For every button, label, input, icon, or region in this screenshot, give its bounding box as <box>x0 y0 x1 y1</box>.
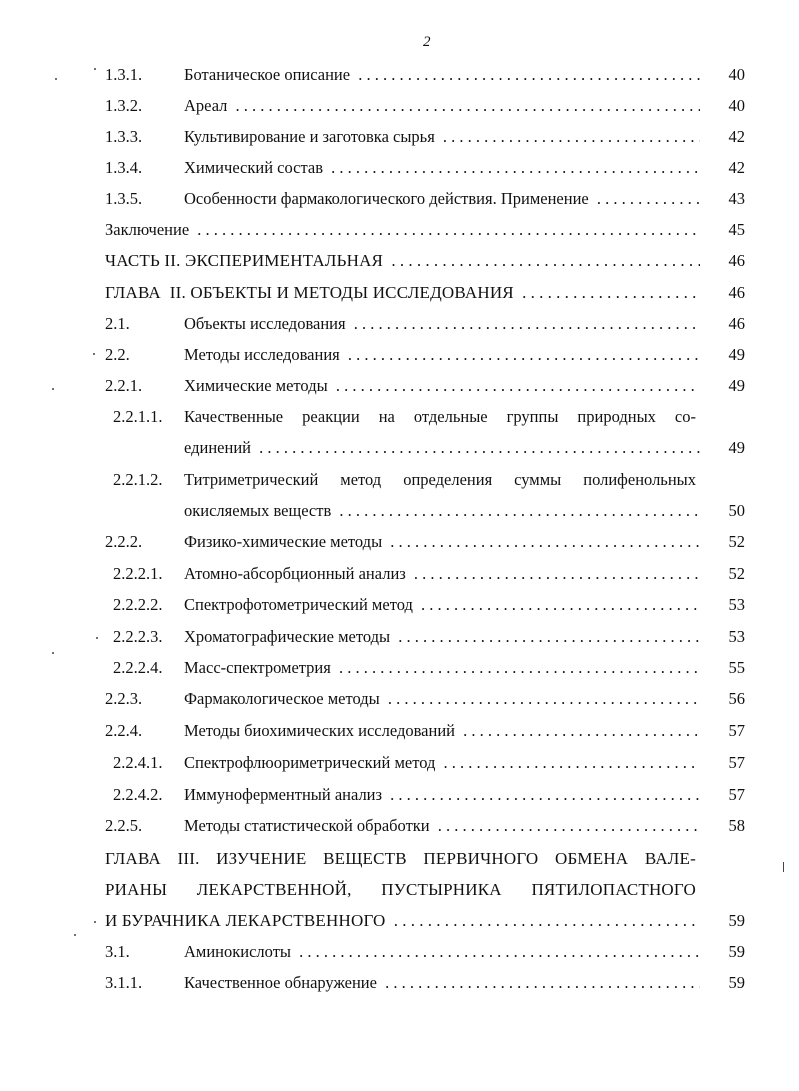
toc-title: Иммуноферментный анализ . . . <box>184 782 700 808</box>
toc-page: 40 <box>728 96 745 115</box>
toc-number: 2.2.4.2. <box>113 785 163 804</box>
toc-number: 3.1. <box>105 942 130 961</box>
toc-number: 2.2.1.1. <box>113 407 163 426</box>
toc-entry-continuation <box>0 877 799 903</box>
toc-page: 49 <box>728 345 745 364</box>
toc-entry <box>0 655 799 681</box>
toc-entry-continuation <box>0 435 799 461</box>
toc-number: 1.3.3. <box>105 127 143 146</box>
toc-title: Ботаническое описание . . . <box>184 62 700 88</box>
toc-title: Фармакологическое методы . . . <box>184 686 700 712</box>
toc-number: 1.3.4. <box>105 158 143 177</box>
toc-title: Методы исследования . . . <box>184 342 700 368</box>
toc-title: Заключение . . . <box>105 217 700 243</box>
scan-speck <box>94 68 96 70</box>
toc-entry <box>0 342 799 368</box>
toc-entry <box>0 404 799 430</box>
toc-title-line1: Титриметрический метод определения суммы полифенольных <box>184 470 696 489</box>
toc-number: 2.2.3. <box>105 689 143 708</box>
toc-number: 2.2.5. <box>105 816 143 835</box>
toc-title: Качественное обнаружение . . . <box>184 970 700 996</box>
toc-entry <box>0 93 799 119</box>
toc-entry <box>0 373 799 399</box>
toc-title: Атомно-абсорбционный анализ . . . <box>184 561 700 587</box>
toc-title: Спектрофотометрический метод . . . <box>184 592 700 618</box>
scan-speck <box>96 637 98 639</box>
toc-title: Культивирование и заготовка сырья . . . <box>184 124 700 150</box>
scan-speck <box>94 921 96 923</box>
toc-title: Методы статистической обработки . . . <box>184 813 700 839</box>
toc-title: Аминокислоты . . . <box>184 939 700 965</box>
toc-entry <box>0 686 799 712</box>
toc-page: 53 <box>728 627 745 646</box>
toc-title: Спектрофлюориметрический метод . . . <box>184 750 700 776</box>
toc-page: 46 <box>728 251 745 270</box>
toc-title-line1: ГЛАВА III. ИЗУЧЕНИЕ ВЕЩЕСТВ ПЕРВИЧНОГО ОБМЕНА ВАЛЕ- <box>105 849 696 868</box>
toc-entry <box>0 624 799 650</box>
toc-page: 59 <box>728 942 745 961</box>
toc-number: 1.3.2. <box>105 96 143 115</box>
toc-title: Объекты исследования . . . <box>184 311 700 337</box>
toc-page: 49 <box>728 376 745 395</box>
toc-title: Ареал . . . <box>184 93 700 119</box>
toc-title: ГЛАВА II. ОБЪЕКТЫ И МЕТОДЫ ИССЛЕДОВАНИЯ . . . <box>105 280 700 306</box>
toc-entry-continuation <box>0 908 799 934</box>
toc-entry-continuation <box>0 498 799 524</box>
toc-entry <box>0 186 799 212</box>
toc-number: 2.2. <box>105 345 130 364</box>
toc-page: 42 <box>728 127 745 146</box>
toc-entry <box>0 248 799 274</box>
toc-number: 2.2.4. <box>105 721 143 740</box>
toc-entry <box>0 217 799 243</box>
toc-page: 56 <box>728 689 745 708</box>
toc-page: 58 <box>728 816 745 835</box>
toc-title-line1: Качественные реакции на отдельные группы природных со- <box>184 407 696 426</box>
toc-entry <box>0 311 799 337</box>
toc-page: 53 <box>728 595 745 614</box>
toc-number: 2.2.1. <box>105 376 143 395</box>
toc-number: 1.3.5. <box>105 189 143 208</box>
toc-title: Методы биохимических исследований . . . <box>184 718 700 744</box>
toc-number: 2.2.2.4. <box>113 658 163 677</box>
toc-entry <box>0 62 799 88</box>
toc-title: Особенности фармакологического действия. Применение . . . <box>184 186 700 212</box>
toc-number: 1.3.1. <box>105 65 143 84</box>
toc-entry <box>0 813 799 839</box>
scan-speck <box>783 862 784 872</box>
toc-number: 3.1.1. <box>105 973 143 992</box>
toc-entry <box>0 467 799 493</box>
toc-entry <box>0 970 799 996</box>
toc-number: 2.2.2.1. <box>113 564 163 583</box>
toc-page: 45 <box>728 220 745 239</box>
toc-page: 49 <box>728 438 745 457</box>
toc-page: 59 <box>728 911 745 930</box>
toc-entry <box>0 750 799 776</box>
toc-number: 2.2.4.1. <box>113 753 163 772</box>
toc-entry <box>0 280 799 306</box>
toc-title-line3: И БУРАЧНИКА ЛЕКАРСТВЕННОГО . . . <box>105 908 700 934</box>
toc-page: 46 <box>728 314 745 333</box>
toc-page: 55 <box>728 658 745 677</box>
scan-speck <box>55 78 57 80</box>
toc-number: 2.2.2.2. <box>113 595 163 614</box>
toc-page: 42 <box>728 158 745 177</box>
page-number: 2 <box>423 34 431 50</box>
toc-entry <box>0 561 799 587</box>
toc-title-line2: окисляемых веществ . . . <box>184 498 700 524</box>
toc-title: Масс-спектрометрия . . . <box>184 655 700 681</box>
toc-page: 59 <box>728 973 745 992</box>
toc-title-line2: единений . . . <box>184 435 700 461</box>
toc-entry <box>0 939 799 965</box>
scan-speck <box>93 353 95 355</box>
toc-title: Химический состав . . . <box>184 155 700 181</box>
toc-entry <box>0 718 799 744</box>
toc-page: 52 <box>728 532 745 551</box>
toc-entry <box>0 124 799 150</box>
toc-title: ЧАСТЬ II. ЭКСПЕРИМЕНТАЛЬНАЯ . . . <box>105 248 700 274</box>
toc-number: 2.1. <box>105 314 130 333</box>
toc-page: 46 <box>728 283 745 302</box>
toc-page: 57 <box>728 721 745 740</box>
toc-entry <box>0 592 799 618</box>
toc-title: Хроматографические методы . . . <box>184 624 700 650</box>
toc-number: 2.2.2. <box>105 532 143 551</box>
toc-page: 57 <box>728 785 745 804</box>
scan-speck <box>52 652 54 654</box>
toc-number: 2.2.1.2. <box>113 470 163 489</box>
toc-page: 40 <box>728 65 745 84</box>
toc-page: 52 <box>728 564 745 583</box>
toc-title: Физико-химические методы . . . <box>184 529 700 555</box>
toc-entry <box>0 846 799 872</box>
toc-entry <box>0 529 799 555</box>
toc-page: 43 <box>728 189 745 208</box>
toc-page: 50 <box>728 501 745 520</box>
scan-speck <box>52 388 54 390</box>
toc-entry <box>0 155 799 181</box>
toc-entry <box>0 782 799 808</box>
toc-page: 57 <box>728 753 745 772</box>
scan-speck <box>74 934 76 936</box>
toc-title: Химические методы . . . <box>184 373 700 399</box>
toc-number: 2.2.2.3. <box>113 627 163 646</box>
toc-title-line2: РИАНЫ ЛЕКАРСТВЕННОЙ, ПУСТЫРНИКА ПЯТИЛОПАСТНОГО <box>105 880 696 899</box>
